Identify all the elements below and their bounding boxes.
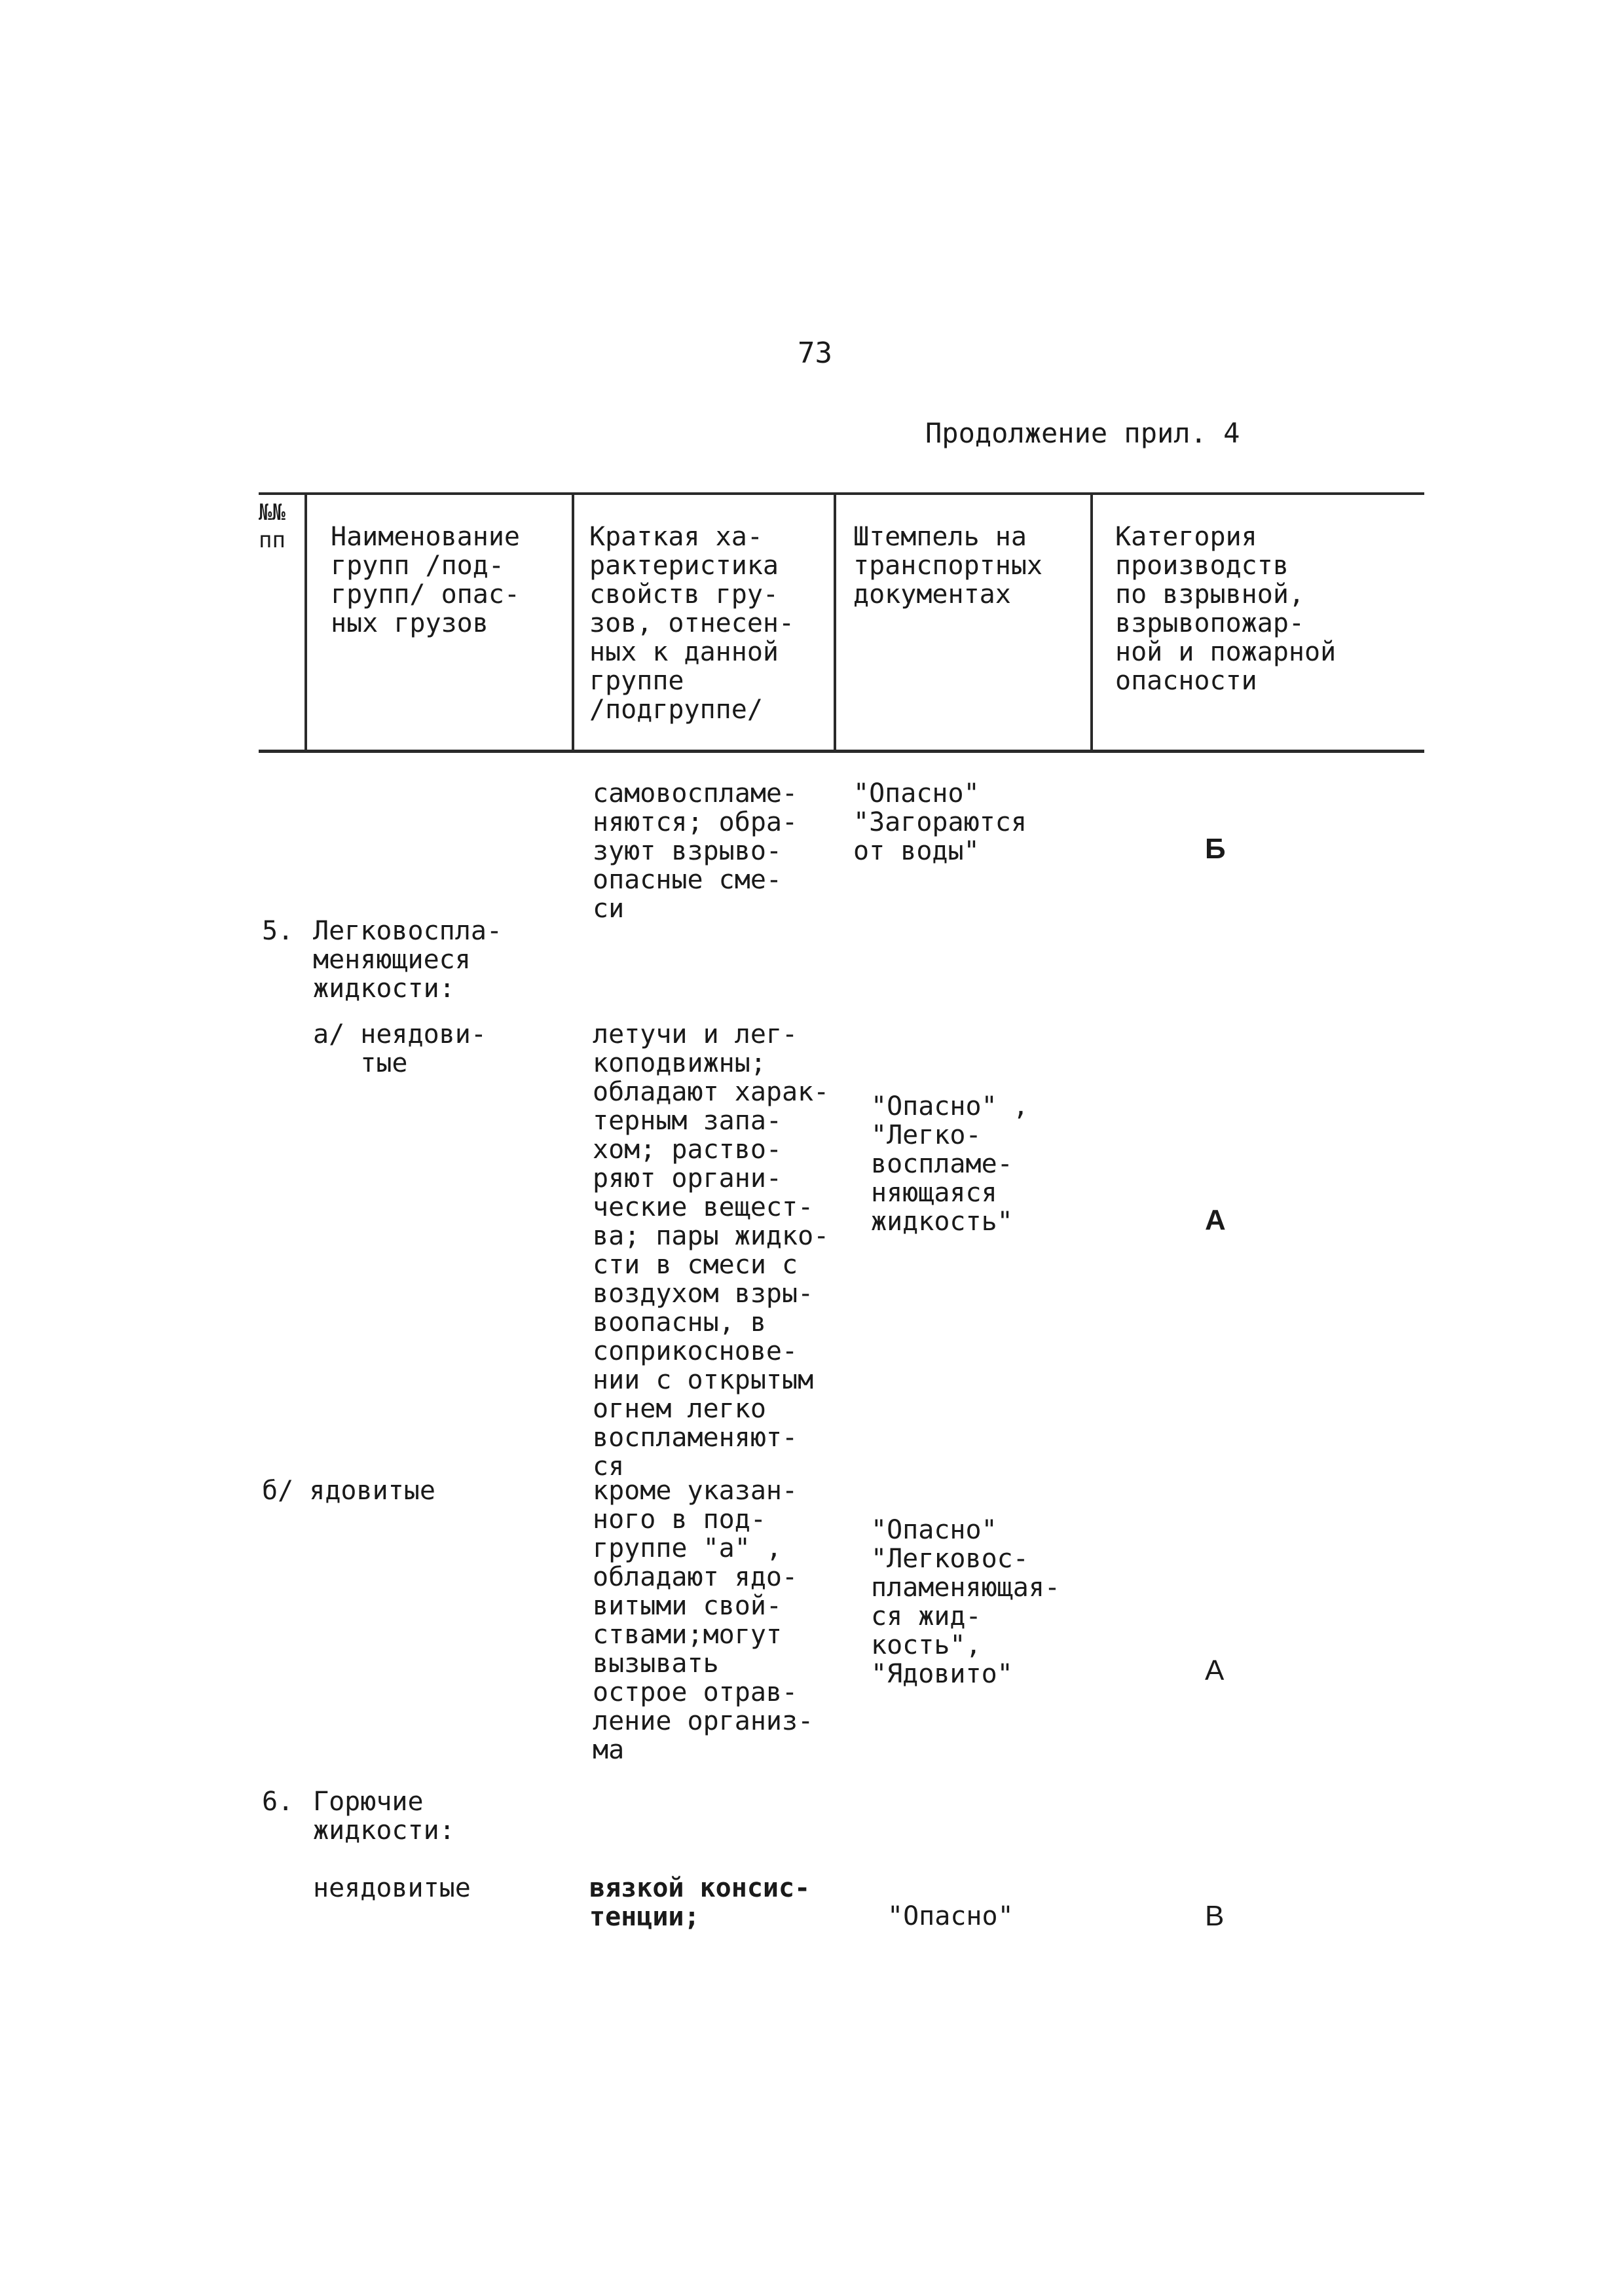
column-divider-4 [1090,492,1093,751]
header-properties: Краткая ха- рактеристика свойств гру- зов, отнесен- ных к данной группе /подгруппе/ [589,522,795,725]
row-props: летучи и лег- коподвижны; обладают харак- терным запа- хом; раство- ряют органи- ческие вещест- ва; пары жидко- сти в смеси с воздухом взры- воопасны, в соприкоснове- нии с открытым огнем легко воспламеняют- ся [593,1019,830,1482]
header-stamp: Штемпель на транспортных документах [853,522,1043,610]
row-category: В [1205,1900,1225,1932]
subgroup-name: неядовитые [313,1873,471,1903]
group-name: Легковоспла- меняющиеся жидкости: [313,916,502,1004]
row-category: А [1205,1204,1226,1236]
header-number: №№ пп [259,500,286,553]
column-divider-2 [572,492,574,751]
row-stamp: "Опасно" , "Легко- воспламе- няющаяся жидкость" [871,1091,1029,1237]
subgroup-name: б/ ядовитые [262,1476,435,1506]
group-number: 5. [262,916,294,946]
header-group-name: Наименование групп /под- групп/ опас- ных грузов [331,522,520,638]
row-category: А [1205,1654,1225,1686]
column-divider-3 [834,492,836,751]
page-number: 73 [798,337,832,370]
group-name: Горючие жидкости: [313,1787,455,1846]
row-stamp: "Опасно" "Загораются от воды" [853,778,1027,866]
table-top-border [259,492,1424,495]
row-stamp: "Опасно" [887,1901,1014,1931]
column-divider-1 [304,492,307,751]
row-category: Б [1205,833,1226,865]
continuation-label: Продолжение прил. 4 [925,417,1240,449]
group-number: 6. [262,1787,294,1817]
row-props: вязкой консис- тенции; [589,1873,811,1932]
header-category: Категория производств по взрывной, взрывопожар- ной и пожарной опасности [1115,522,1337,696]
row-props: кроме указан- ного в под- группе "а" , обладают ядо- витыми свой- ствами;могут вызывать острое отрав- ление организ- ма [593,1476,814,1765]
subgroup-name: а/ неядови- тые [313,1019,487,1078]
row-props: самовоспламе- няются; обра- зуют взрыво- опасные сме- си [593,778,798,924]
row-stamp: "Опасно" "Легковос- пламеняющая- ся жид- кость", "Ядовито" [871,1515,1060,1689]
header-bottom-border [259,750,1424,753]
